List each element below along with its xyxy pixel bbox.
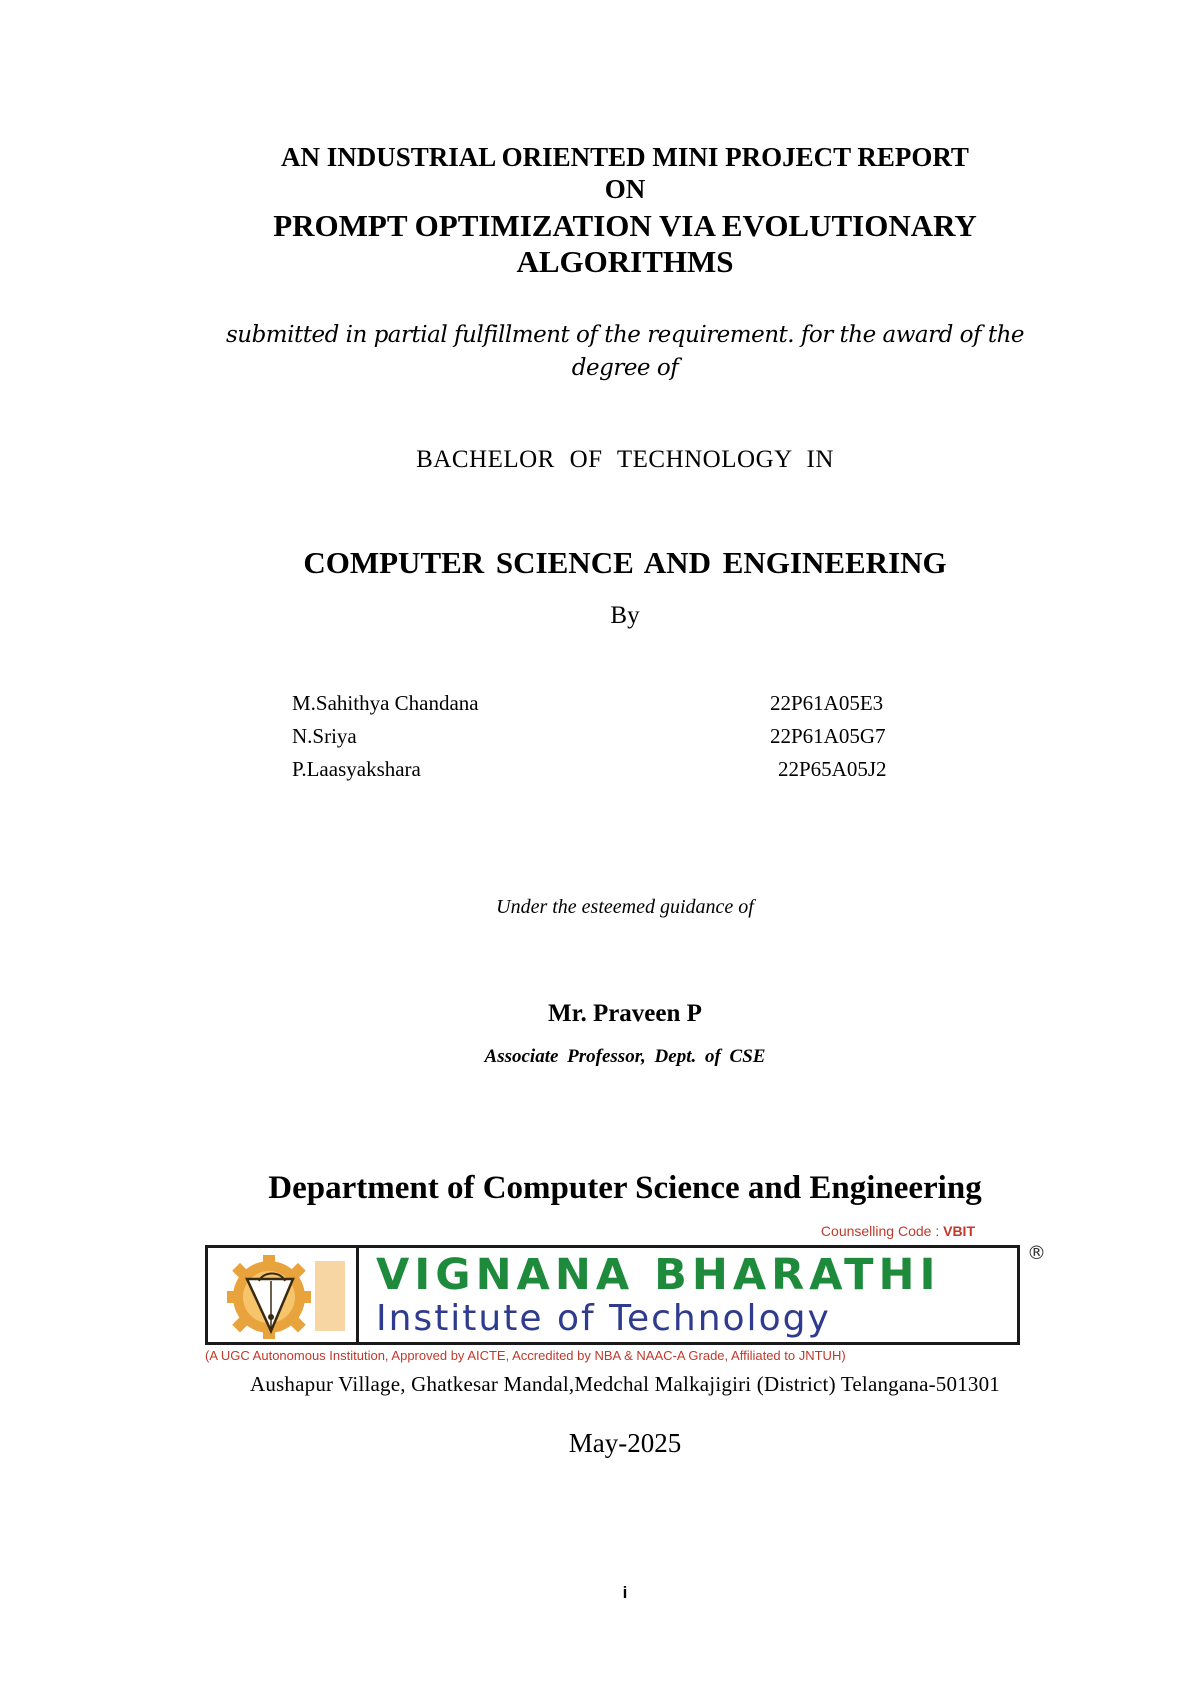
accreditation-statement: (A UGC Autonomous Institution, Approved by AICTE, Accredited by NBA & NAAC-A Grade, Affiliated to JNTUH) [205, 1348, 846, 1363]
counselling-code-value: VBIT [943, 1223, 975, 1239]
student-name: P.Laasyakshara [292, 757, 421, 781]
report-type-heading: AN INDUSTRIAL ORIENTED MINI PROJECT REPORT [281, 142, 969, 172]
branch-name: COMPUTER SCIENCE AND ENGINEERING [303, 545, 947, 580]
institute-name: VIGNANA BHARATHI [376, 1250, 941, 1300]
registered-mark-icon: ® [1027, 1242, 1046, 1264]
department-name: Department of Computer Science and Engineering [268, 1170, 982, 1206]
student-roll-number: 22P65A05J2 [778, 757, 887, 781]
report-date: May-2025 [568, 1428, 682, 1458]
degree-name: BACHELOR OF TECHNOLOGY IN [416, 446, 834, 473]
student-roll-number: 22P61A05G7 [770, 724, 886, 748]
page-number: i [622, 1583, 628, 1602]
project-title-line2: ALGORITHMS [516, 244, 734, 279]
by-label: By [610, 602, 640, 629]
submission-statement-line2: degree of [571, 355, 679, 381]
project-title-line1: PROMPT OPTIMIZATION VIA EVOLUTIONARY [273, 208, 977, 243]
submission-statement-line1: submitted in partial fulfillment of the requirement. for the award of the [225, 322, 1025, 348]
guide-designation: Associate Professor, Dept. of CSE [484, 1046, 766, 1067]
institute-subtitle: Institute of Technology [376, 1298, 831, 1339]
institute-logo [205, 1220, 1055, 1370]
guide-name: Mr. Praveen P [548, 1000, 702, 1027]
logo-frame [205, 1245, 1020, 1345]
logo-divider [356, 1248, 359, 1342]
gear-pen-emblem-icon [211, 1251, 351, 1340]
student-name: M.Sahithya Chandana [292, 691, 479, 715]
institute-address: Aushapur Village, Ghatkesar Mandal,Medchal Malkajigiri (District) Telangana-501301 [249, 1372, 1000, 1396]
guidance-intro: Under the esteemed guidance of [496, 896, 754, 918]
counselling-label: Counselling Code : [820, 1223, 944, 1239]
on-heading: ON [604, 174, 646, 204]
student-name: N.Sriya [292, 724, 357, 748]
student-roll-number: 22P61A05E3 [770, 691, 884, 715]
counselling-code [821, 1223, 975, 1239]
